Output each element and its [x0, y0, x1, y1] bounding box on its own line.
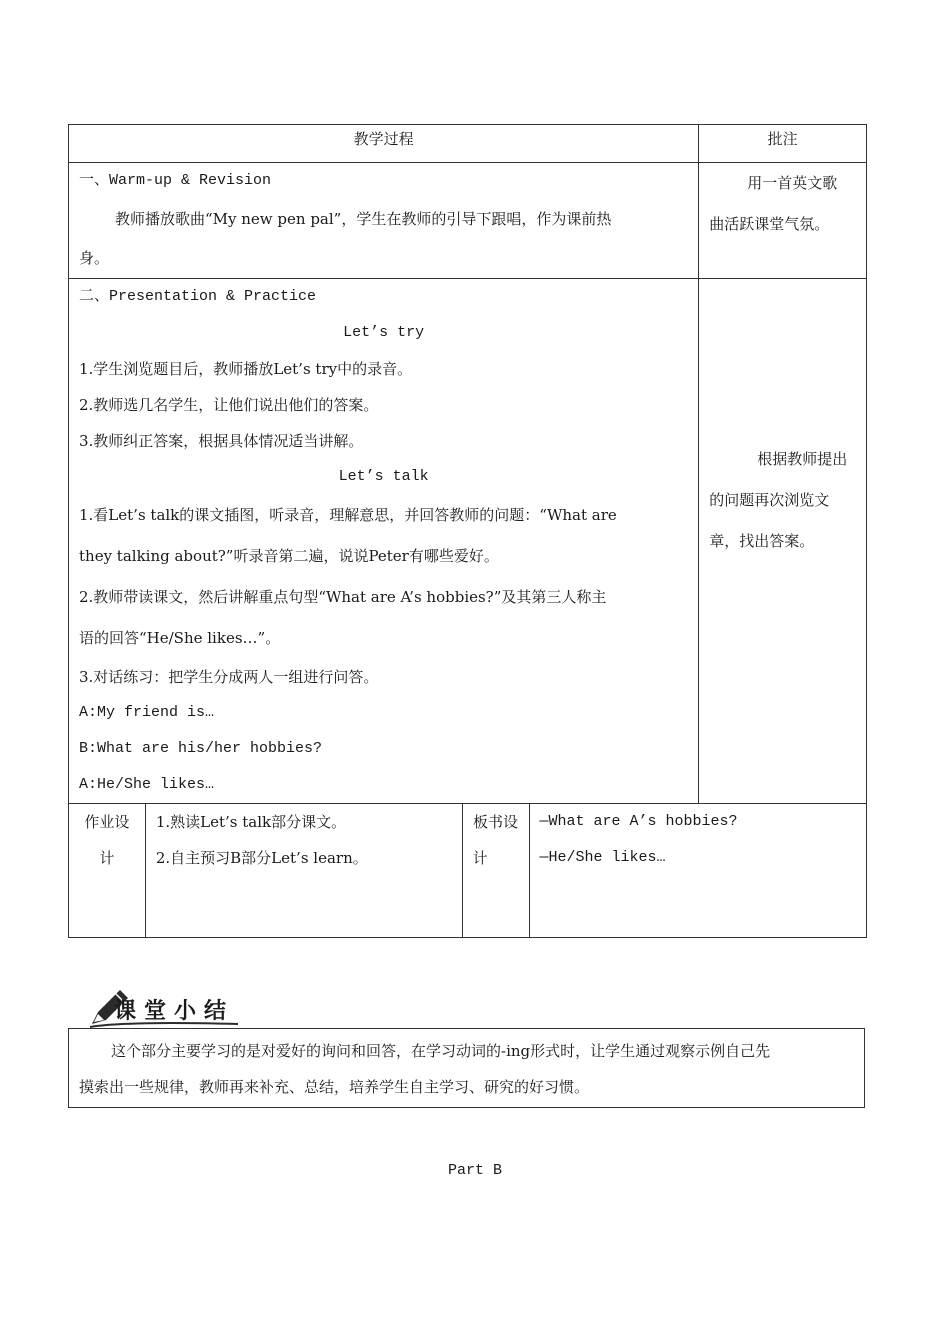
lesson-plan-table: [68, 124, 867, 938]
board-label-a: 板书设: [473, 813, 519, 831]
presentation-note: [699, 279, 867, 804]
warmup-text-2: 身。: [79, 249, 110, 267]
summary-line-2: 摸索出一些规律，教师再来补充、总结，培养学生自主学习、研究的好习惯。: [79, 1078, 590, 1096]
summary-heading: [88, 986, 248, 1030]
presentation-title: 二、Presentation & Practice: [79, 288, 317, 305]
summary-heading-text: 课堂小结: [114, 999, 235, 1024]
board-label-b: 计: [472, 849, 488, 867]
warmup-note-2: 曲活跃课堂气氛。: [709, 215, 830, 233]
page-footer-part: Part B: [447, 1162, 502, 1179]
dialogue-line-1: A:My friend is…: [79, 704, 215, 721]
talk-item-1a: 1.看Let’s talk的课文插图，听录音，理解意思，并回答教师的问题：“What are: [79, 506, 617, 524]
warmup-text-1: 教师播放歌曲“My new pen pal”，学生在教师的引导下跟唱，作为课前热: [115, 210, 612, 228]
try-item-3: 3.教师纠正答案，根据具体情况适当讲解。: [79, 432, 364, 450]
homework-label-a: 作业设: [84, 813, 130, 831]
homework-label: [69, 804, 146, 938]
try-item-1: 1.学生浏览题目后，教师播放Let’s try中的录音。: [79, 360, 413, 378]
talk-item-1b: they talking about?”听录音第二遍，说说Peter有哪些爱好。: [79, 547, 499, 565]
presentation-note-1: 根据教师提出: [757, 450, 848, 468]
board-item-1: —What are A’s hobbies?: [539, 813, 738, 830]
dialogue-line-3: A:He/She likes…: [79, 776, 215, 793]
board-label: [462, 804, 529, 938]
homework-item-2: 2.自主预习B部分Let’s learn。: [155, 849, 368, 867]
presentation-note-2: 的问题再次浏览文: [709, 491, 830, 509]
try-item-2: 2.教师选几名学生，让他们说出他们的答案。: [79, 396, 379, 414]
warmup-note-1: 用一首英文歌: [747, 174, 838, 192]
homework-item-1: 1.熟读Let’s talk部分课文。: [155, 813, 347, 831]
dialogue-line-2: B:What are his/her hobbies?: [79, 740, 323, 757]
header-process: 教学过程: [69, 125, 699, 163]
talk-item-3: 3.对话练习：把学生分成两人一组进行问答。: [79, 668, 379, 686]
talk-item-2a: 2.教师带读课文，然后讲解重点句型“What are A’s hobbies?”及其第三人称主: [79, 588, 607, 606]
lets-try-heading: Let’s try: [343, 324, 425, 341]
warmup-cell: [69, 163, 699, 279]
lets-talk-heading: Let’s talk: [338, 468, 429, 485]
summary-box: [68, 1028, 865, 1108]
summary-line-1: 这个部分主要学习的是对爱好的询问和回答，在学习动词的-ing形式时，让学生通过观察示例自己先: [111, 1042, 771, 1060]
presentation-note-3: 章，找出答案。: [709, 532, 815, 550]
board-content: [529, 804, 867, 938]
presentation-cell: [69, 279, 699, 804]
header-notes: 批注: [699, 125, 867, 163]
board-item-2: —He/She likes…: [539, 849, 666, 866]
homework-label-b: 计: [99, 849, 115, 867]
homework-content: [145, 804, 462, 938]
warmup-note: [699, 163, 867, 279]
talk-item-2b: 语的回答“He/She likes…”。: [79, 629, 281, 647]
warmup-title: 一、Warm-up & Revision: [79, 172, 272, 189]
